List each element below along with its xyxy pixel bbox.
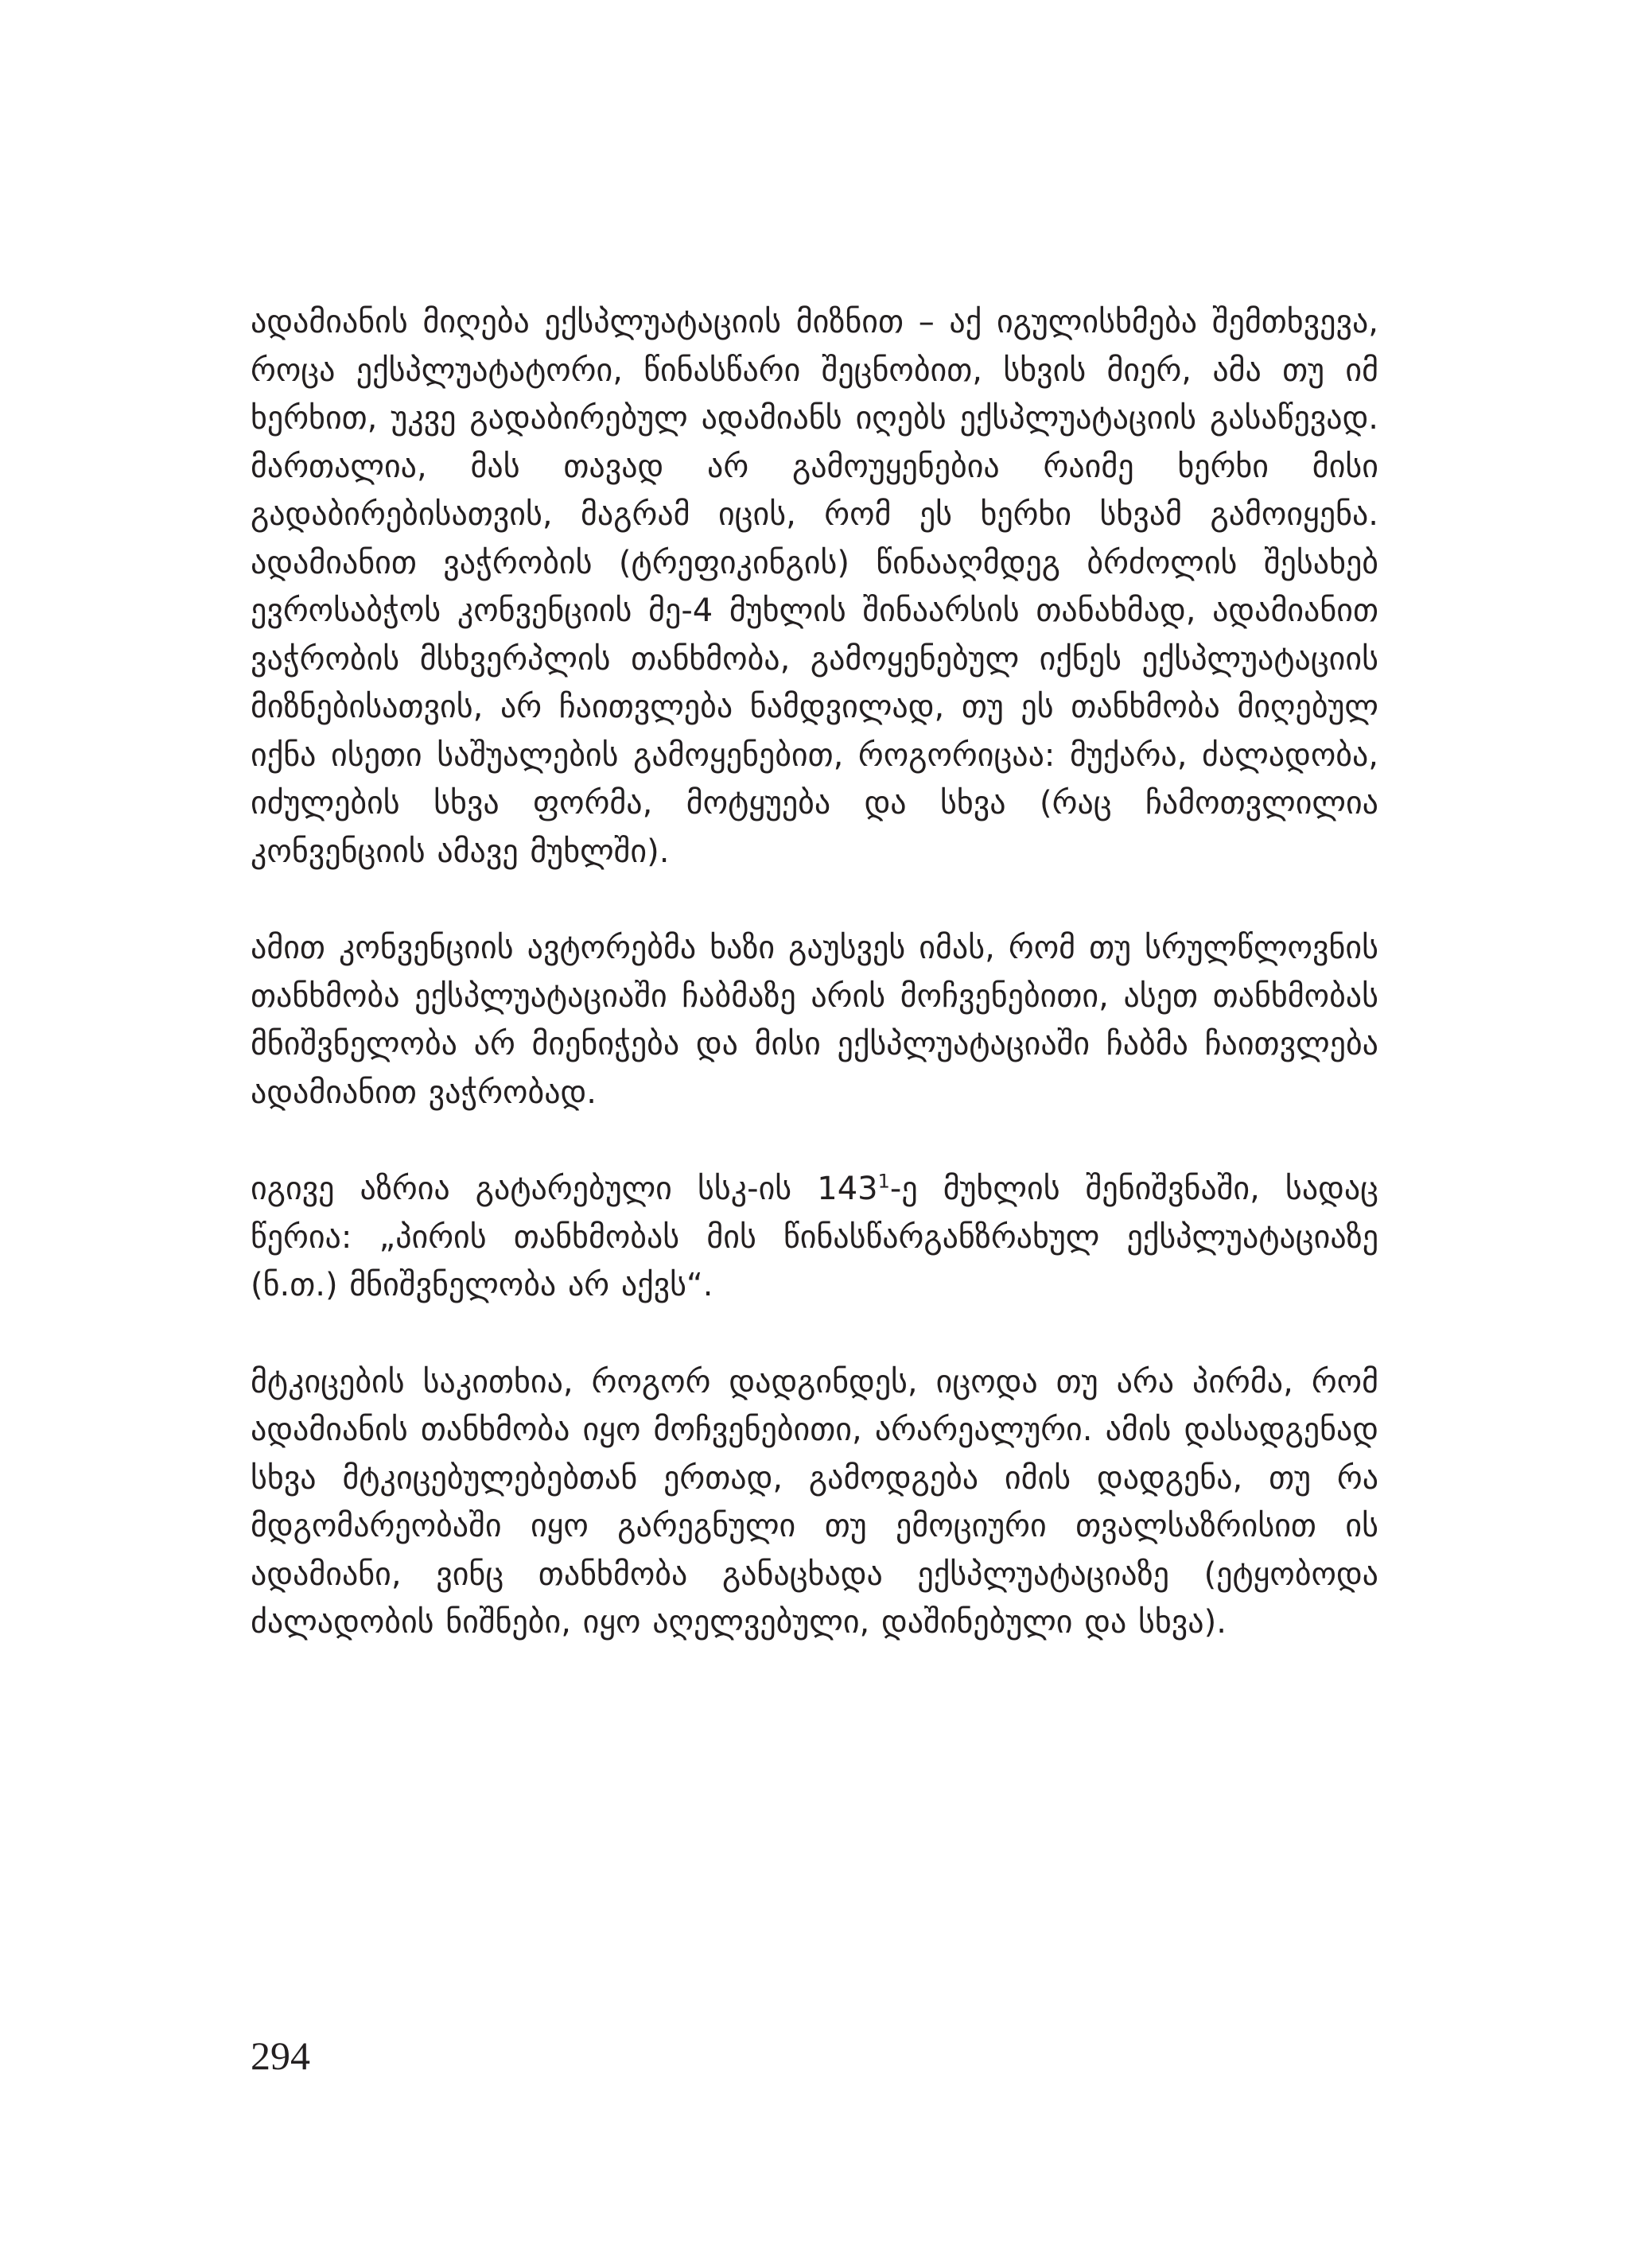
body-text	[251, 298, 1378, 1647]
paragraph-3-text-start: იგივე აზრია გატარებული სსკ-ის 143	[251, 1171, 878, 1207]
paragraph-2: ამით კონვენციის ავტორებმა ხაზი გაუსვეს იმას, რომ თუ სრულწლოვნის თანხმობა ექსპლუატაციაში ჩაბმაზე არის მოჩვენებითი, ასეთ თანხმობას მნიშვნელობა არ მიენიჭება და მისი ექსპლუატაციაში ჩაბმა ჩაითვლება ადამიანით ვაჭრობად.	[251, 930, 1378, 1111]
paragraph-3	[251, 1165, 1378, 1310]
footnote-superscript: 1	[877, 1170, 890, 1193]
paragraph-1: ადამიანის მიღება ექსპლუატაციის მიზნით – აქ იგულისხმება შემთხვევა, როცა ექსპლუატატორი, წინასწარი შეცნობით, სხვის მიერ, ამა თუ იმ ხერხით, უკვე გადაბირებულ ადამიანს იღებს ექსპლუატაციის გასაწევად. მართალია, მას თავად არ გამოუყენებია რაიმე ხერხი მისი გადაბირებისათვის, მაგრამ იცის, რომ ეს ხერხი სხვამ გამოიყენა. ადამიანით ვაჭრობის (ტრეფიკინგის) წინააღმდეგ ბრძოლის შესახებ ევროსაბჭოს კონვენციის მე-4 მუხლის შინაარსის თანახმად, ადამიანით ვაჭრობის მსხვერპლის თანხმობა, გამოყენებულ იქნეს ექსპლუატაციის მიზნებისათვის, არ ჩაითვლება ნამდვილად, თუ ეს თანხმობა მიღებულ იქნა ისეთი საშუალების გამოყენებით, როგორიცაა: მუქარა, ძალადობა, იძულების სხვა ფორმა, მოტყუება და სხვა (რაც ჩამოთვლილია კონვენციის ამავე მუხლში).	[251, 304, 1378, 870]
page-number: 294	[251, 2033, 310, 2078]
paragraph-3-text-end: -ე მუხლის შენიშვნაში, სადაც წერია: „პირის თანხმობას მის წინასწარგანზრახულ ექსპლუატაციაზე (ნ.თ.) მნიშვნელობა არ აქვს“.	[251, 1171, 1379, 1303]
paragraph-4: მტკიცების საკითხია, როგორ დადგინდეს, იცოდა თუ არა პირმა, რომ ადამიანის თანხმობა იყო მოჩვენებითი, არარეალური. ამის დასადგენად სხვა მტკიცებულებებთან ერთად, გამოდგება იმის დადგენა, თუ რა მდგომარეობაში იყო გარეგნული თუ ემოციური თვალსაზრისით ის ადამიანი, ვინც თანხმობა განაცხადა ექსპლუატაციაზე (ეტყობოდა ძალადობის ნიშნები, იყო აღელვებული, დაშინებული და სხვა).	[251, 1363, 1378, 1641]
